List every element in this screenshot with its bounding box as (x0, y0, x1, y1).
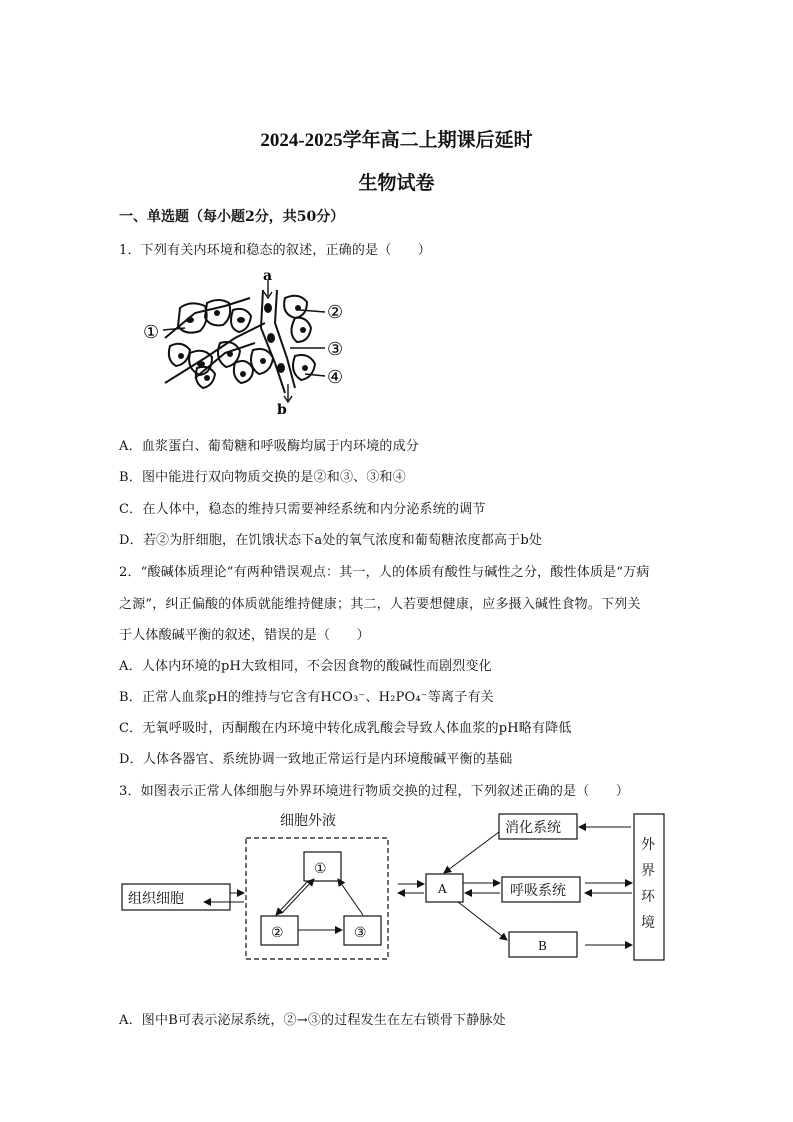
q1-option-b: B．图中能进行双向物质交换的是②和③、③和④ (119, 470, 406, 485)
page-title: 2024-2025学年高二上期课后延时 (260, 130, 533, 151)
q3-stem: 3．如图表示正常人体细胞与外界环境进行物质交换的过程，下列叙述正确的是（ ） (119, 784, 630, 799)
q3-option-a: A．图中B可表示泌尿系统，②→③的过程发生在左右锁骨下静脉处 (119, 1013, 506, 1028)
label-respiratory-system: 呼吸系统 (510, 883, 566, 899)
q1-option-d: D．若②为肝细胞，在饥饿状态下a处的氧气浓度和葡萄糖浓度都高于b处 (119, 533, 543, 548)
q1-tissue-figure (135, 268, 365, 416)
label-digestive-system: 消化系统 (505, 820, 561, 836)
label-a: a (263, 268, 273, 284)
label-2: ② (327, 302, 344, 323)
label-extracellular: 细胞外液 (280, 813, 336, 829)
label-node-a: A (438, 882, 447, 896)
label-node-1: ① (314, 861, 327, 877)
label-node-2: ② (271, 925, 284, 941)
label-3: ③ (327, 339, 344, 360)
q2-option-b: B．正常人血浆pH的维持与它含有HCO₃⁻、H₂PO₄⁻等离子有关 (119, 690, 494, 705)
q3-exchange-diagram (118, 805, 678, 970)
label-env-4: 境 (641, 915, 655, 931)
label-node-3: ③ (354, 925, 367, 941)
section-heading: 一、单选题（每小题2分，共50分） (119, 209, 345, 225)
label-1: ① (143, 322, 160, 343)
label-b: b (277, 402, 287, 416)
q2-line2: 之源”，纠正偏酸的体质就能维持健康；其二，人若要想健康，应多摄入碱性食物。下列关 (119, 597, 641, 612)
q1-stem: 1．下列有关内环境和稳态的叙述，正确的是（ ） (119, 243, 432, 258)
q2-option-a: A．人体内环境的pH大致相同，不会因食物的酸碱性而剧烈变化 (119, 659, 492, 674)
q2-line1: 2．“酸碱体质理论”有两种错误观点：其一，人的体质有酸性与碱性之分，酸性体质是“万病 (119, 565, 650, 580)
label-env-2: 界 (641, 863, 655, 879)
q2-option-d: D．人体各器官、系统协调一致地正常运行是内环境酸碱平衡的基础 (119, 752, 513, 767)
label-tissue-cell: 组织细胞 (128, 891, 184, 907)
page-subtitle: 生物试卷 (358, 173, 435, 194)
label-env-1: 外 (641, 837, 655, 853)
label-4: ④ (327, 367, 344, 388)
q2-option-c: C．无氧呼吸时，丙酮酸在内环境中转化成乳酸会导致人体血浆的pH略有降低 (119, 721, 572, 736)
label-node-b: B (538, 939, 547, 953)
label-env-3: 环 (641, 889, 655, 905)
q1-option-c: C．在人体中，稳态的维持只需要神经系统和内分泌系统的调节 (119, 502, 486, 517)
q1-option-a: A．血浆蛋白、葡萄糖和呼吸酶均属于内环境的成分 (119, 439, 419, 454)
q2-line3: 于人体酸碱平衡的叙述，错误的是（ ） (119, 628, 370, 643)
